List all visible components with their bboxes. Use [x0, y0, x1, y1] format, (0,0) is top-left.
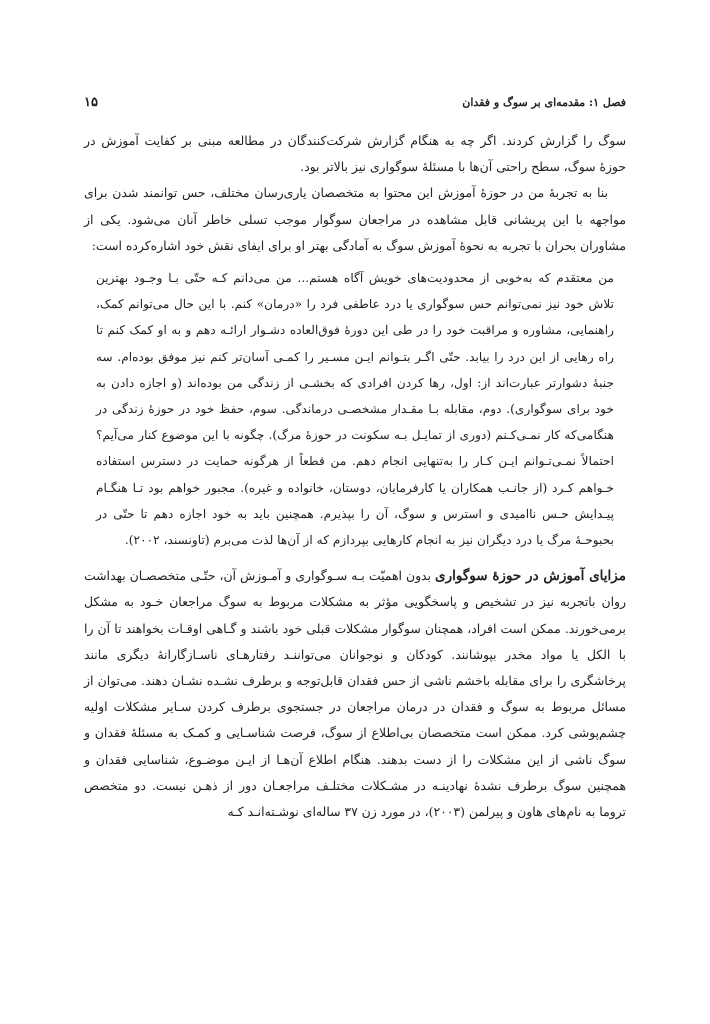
- section-heading: مزایای آموزش در حوزهٔ سوگواری: [435, 568, 626, 585]
- block-quote: من معتقدم که به‌خوبی از محدودیت‌های خویش آگاه هستم... من می‌دانم کـه حتّی بـا وجـود بهترین تلاش خود نیز نمی‌توانم حس سوگواری یا درد عاطفی فرد را «درمان» کنم. با این حال می‌توانم کمک، راهنمایی، مشاوره و مراقبت خود را در طی این دورهٔ فوق‌العاده دشـوار ارائـه دهم و به او کمک کنم تا راه رهایی از این درد را بیابد. حتّی اگـر بتـوانم ایـن مسـیر را کمـی آسان‌تر کنم نیز موفق بوده‌ام. سه جنبهٔ دشوارتر عبارت‌اند از: اول، رها کردن افرادی که بخشـی از زندگی من بوده‌اند (و اجازه دادن به خود برای سوگواری). دوم، مقابله بـا مقـدار مشخصـی درماندگی. سوم، حفظ خود در حوزهٔ زندگی در هنگامی‌که کار نمـی‌کـنم (دوری از تمایـل بـه سکونت در حوزهٔ مرگ). چگونه با این موضوع کنار می‌آیم؟ احتمالاً نمـی‌تـوانم ایـن کـار را به‌تنهایی انجام دهم. من قطعاً از هرگونه حمایت در دسترس استفاده خـواهم کـرد (از جانـب همکاران یا کارفرمایان، دوستان، خانواده و غیره). مجبور خواهم بود تـا هنگـام پیـدایش حـس ناامیدی و استرس و سوگ، آن را بپذیرم. همچنین باید به خود اجازه دهم تا حتّی در بحبوحـهٔ مرگ یا درد دیگران نیز به انجام کارهایی بپردازم که از آن‌ها لذت می‌برم (تاونسند، ۲۰۰۲).: [96, 271, 614, 548]
- page-number: ۱۵: [84, 94, 98, 110]
- page-body: [84, 128, 626, 825]
- section-text: بدون اهمیّت بـه سـوگواری و آمـوزش آن، حتّـی متخصصـان بهداشت روان باتجربه نیز در تشخیص و پاسخگویی مؤثر به مشکلات مربوط به سوگ مراجعان خـود به مشکل برمی‌خورند. ممکن است افراد، همچنان سوگوار مشکلات قبلی خود باشند و گـاهی اوقـات بخواهند تا آن را با الکل یا مواد مخدر بپوشانند. کودکان و نوجوانان می‌تواننـد رفتارهـای ناسـازگارانهٔ دیگری مانند پرخاشگری را برای مقابله باخشم ناشی از حس فقدان قابل‌توجه و برطرف نشـده نشـان دهند. می‌توان از مسائل مربوط به سوگ و فقدان در درمان مراجعان در جستجوی برطرف کردن سـایر مشکلات اولیه چشم‌پوشی کرد. ممکن است متخصصان بی‌اطلاع از سوگ، فرصت شناسـایی و کمـک به مسئلهٔ فقدان و سوگ ناشی از این مشکلات را از دست بدهند. هنگام اطلاع آن‌هـا از ایـن موضـوع، شناسایی فقدان و همچنین سوگ برطرف نشدهٔ نهادینـه در مشـکلات مختلـف مراجعـان دور از ذهـن نیست. دو متخصص تروما به نام‌های هاون و پیرلمن (۲۰۰۳)، در مورد زن ۳۷ ساله‌ای نوشـته‌انـد کـه: [84, 568, 626, 820]
- chapter-label: فصل ۱: مقدمه‌ای بر سوگ و فقدان: [462, 95, 626, 109]
- body-paragraph: بنا به تجربهٔ من در حوزهٔ آموزش این محتوا به متخصصان یاری‌رسان مختلف، حس توانمند شدن برای مواجهه با این پریشانی قابل مشاهده در مراجعان سوگوار موجب تسلی خاطر آنان می‌شود. یکی از مشاوران بحران با تجربه به نحوهٔ آموزش سوگ به آمادگی بهتر او برای ایفای نقش خود اشاره‌کرده است:: [84, 185, 626, 253]
- running-header: [84, 92, 626, 112]
- section-paragraph: [84, 563, 626, 825]
- body-paragraph: سوگ را گزارش کردند. اگر چه به هنگام گزارش شرکت‌کنندگان در مطالعه مبنی بر کفایت آموزش در حوزهٔ سوگ، سطح راحتی آن‌ها با مسئلهٔ سوگواری نیز بالاتر بود.: [84, 133, 626, 175]
